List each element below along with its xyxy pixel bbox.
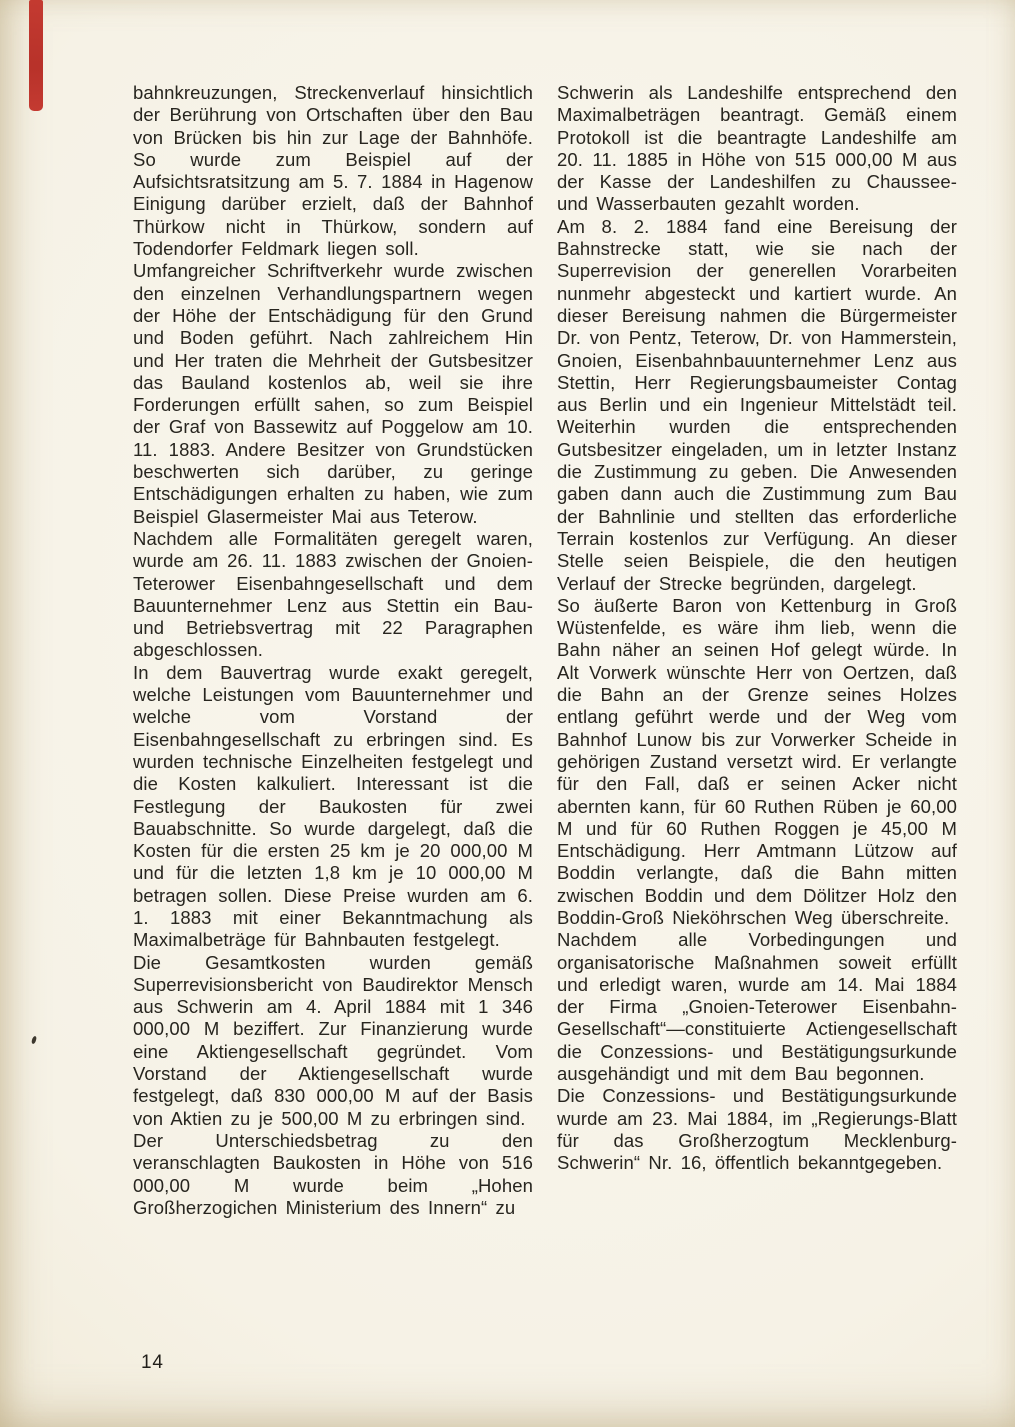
paragraph: Schwerin als Landeshilfe entsprechend den Maximalbeträgen beantragt. Gemäß einem Protokoll ist die beantragte Landeshilfe am 20. 11. 1885 in Höhe von 515 000,00 M aus der Kasse der Landeshilfen zu Chaussee- und Wasserbauten gezahlt worden. — [557, 82, 957, 215]
paragraph: In dem Bauvertrag wurde exakt geregelt, welche Leistungen vom Bauunternehmer und welche vom Vorstand der Eisenbahngesellschaft zu erbringen sind. Es wurden technische Einzelheiten festgelegt und die Kosten kalkuliert. Interessant ist die Festlegung der Baukosten für zwei Bauabschnitte. So wurde dargelegt, daß die Kosten für die ersten 25 km je 20 000,00 M und für die letzten 1,8 km je 10 000,00 M betragen sollen. Diese Preise wurden am 6. 1. 1883 mit einer Bekanntmachung als Maximalbeträge für Bahnbauten festgelegt. — [133, 661, 533, 951]
text-content — [133, 82, 957, 1219]
paragraph: Nachdem alle Formalitäten geregelt waren, wurde am 26. 11. 1883 zwischen der Gnoien-Teterower Eisenbahngesellschaft und dem Bauunternehmer Lenz aus Stettin ein Bau- und Betriebsvertrag mit 22 Paragraphen abgeschlossen. — [133, 527, 533, 661]
paragraph: Umfangreicher Schriftverkehr wurde zwischen den einzelnen Verhandlungspartnern wegen der Höhe der Entschädigung für den Grund und Boden geführt. Nach zahlreichem Hin und Her traten die Mehrheit der Gutsbesitzer das Bauland kostenlos ab, weil sie ihre Forderungen erfüllt sahen, so zum Beispiel der Graf von Bassewitz auf Poggelow am 10. 11. 1883. Andere Besitzer von Grundstücken beschwerten sich darüber, zu geringe Entschädigungen erhalten zu haben, wie zum Beispiel Glasermeister Mai aus Teterow. — [133, 260, 533, 527]
paragraph: bahnkreuzungen, Streckenverlauf hinsichtlich der Berührung von Ortschaften über den Bau von Brücken bis hin zur Lage der Bahnhöfe. So wurde zum Beispiel auf der Aufsichtsratsitzung am 5. 7. 1884 in Hagenow Einigung darüber erzielt, daß der Bahnhof Thürkow nicht in Thürkow, sondern auf Todendorfer Feldmark liegen soll. — [133, 82, 533, 260]
paragraph: Nachdem alle Vorbedingungen und organisatorische Maßnahmen soweit erfüllt und erledigt waren, wurde am 14. Mai 1884 der Firma „Gnoien-Teterower Eisenbahn-Gesellschaft“—constituierte Actiengesellschaft die Conzessions- und Bestätigungsurkunde ausgehändigt und mit dem Bau begonnen. — [557, 929, 957, 1085]
page-number: 14 — [141, 1352, 164, 1373]
paragraph: Die Gesamtkosten wurden gemäß Superrevisionsbericht von Baudirektor Mensch aus Schwerin am 4. April 1884 mit 1 346 000,00 M beziffert. Zur Finanzierung wurde eine Aktiengesellschaft gegründet. Vom Vorstand der Aktiengesellschaft wurde festgelegt, daß 830 000,00 M auf der Basis von Aktien zu je 500,00 M zu erbringen sind. — [133, 951, 533, 1129]
left-column — [133, 82, 533, 1219]
paragraph: So äußerte Baron von Kettenburg in Groß Wüstenfelde, es wäre ihm lieb, wenn die Bahn näher an seinen Hof gelegt würde. In Alt Vorwerk wünschte Herr von Oertzen, daß die Bahn an der Grenze seines Holzes entlang geführt werde und der Weg vom Bahnhof Lunow bis zur Vorwerker Scheide in gehörigen Zustand versetzt wird. Er verlangte für den Fall, daß er seinen Acker nicht abernten kann, für 60 Ruthen Rüben je 60,00 M und für 60 Ruthen Roggen je 45,00 M Entschädigung. Herr Amtmann Lützow auf Boddin verlangte, daß die Bahn mitten zwischen Boddin und dem Dölitzer Holz den Boddin-Groß Nieköhrschen Weg überschreite. — [557, 594, 957, 928]
paragraph: Der Unterschiedsbetrag zu den veranschlagten Baukosten in Höhe von 516 000,00 M wurde beim „Hohen Großherzogichen Ministerium des Innern“ zu — [133, 1129, 533, 1218]
ink-speck — [31, 1036, 37, 1045]
paragraph: Die Conzessions- und Bestätigungsurkunde wurde am 23. Mai 1884, im „Regierungs-Blatt für das Großherzogtum Mecklenburg-Schwerin“ Nr. 16, öffentlich bekanntgegeben. — [557, 1085, 957, 1174]
right-column — [557, 82, 957, 1219]
paragraph: Am 8. 2. 1884 fand eine Bereisung der Bahnstrecke statt, wie sie nach der Superrevision der generellen Vorarbeiten nunmehr abgesteckt und kartiert wurde. An dieser Bereisung nahmen die Bürgermeister Dr. von Pentz, Teterow, Dr. von Hammerstein, Gnoien, Eisenbahnbauunternehmer Lenz aus Stettin, Herr Regierungsbaumeister Contag aus Berlin und ein Ingenieur Mittelstädt teil. Weiterhin wurden die entsprechenden Gutsbesitzer eingeladen, um in letzter Instanz die Zustimmung zu geben. Die Anwesenden gaben dann auch die Zustimmung zum Bau der Bahnlinie und stellten das erforderliche Terrain kostenlos zur Verfügung. An dieser Stelle seien Beispiele, die den heutigen Verlauf der Strecke begründen, dargelegt. — [557, 215, 957, 594]
red-ink-mark — [29, 0, 43, 111]
